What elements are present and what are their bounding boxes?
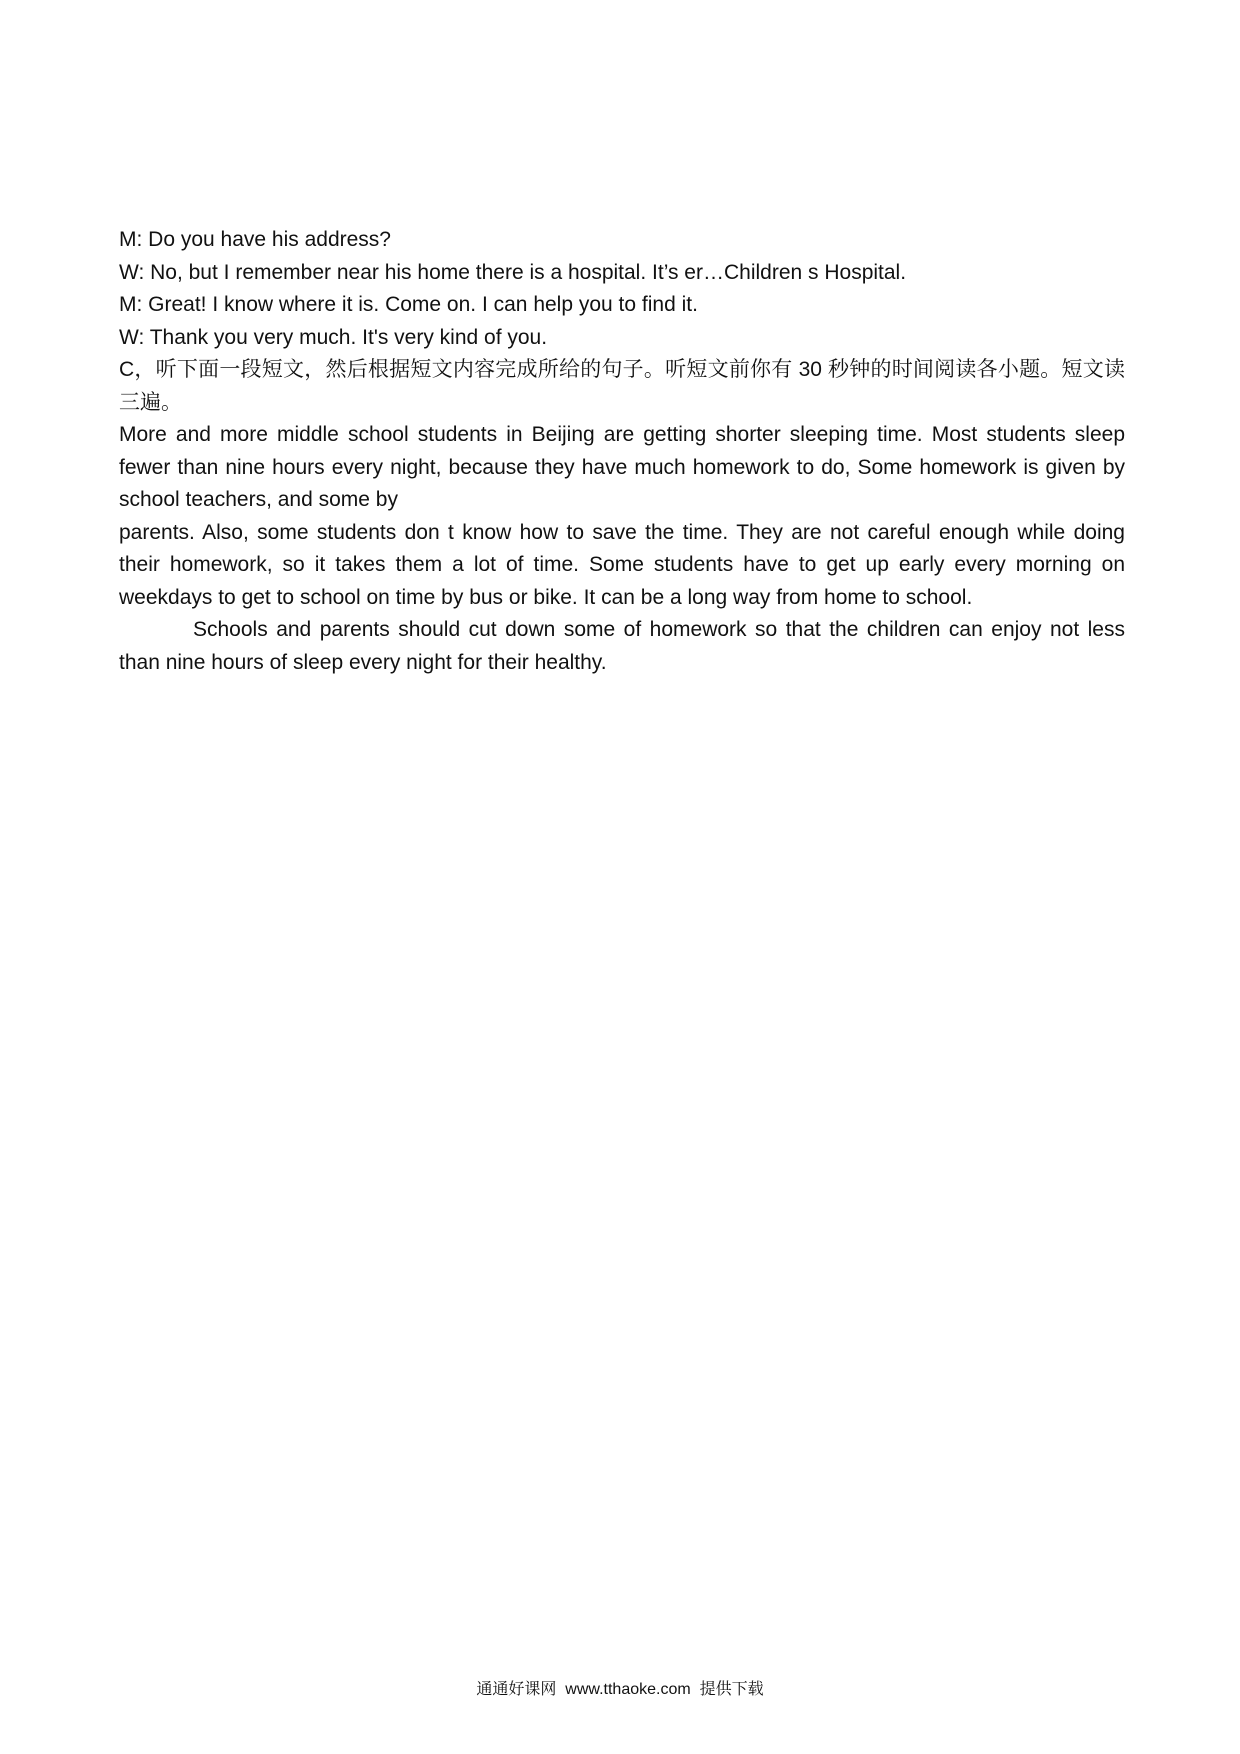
- passage-paragraph-3: Schools and parents should cut down some of homework so that the children can enjoy not less than nine hours of sleep every night for their healthy.: [119, 618, 1125, 674]
- dialogue-line: M: Do you have his address?: [119, 228, 391, 251]
- passage-paragraph-1: More and more middle school students in Beijing are getting shorter sleeping time. Most students sleep fewer than nine hours every night, because they have much homework to do, Some homework is given by school teachers, and some by: [119, 423, 1125, 511]
- document-body: [119, 224, 1125, 679]
- passage-paragraph-2: parents. Also, some students don t know how to save the time. They are not careful enough while doing their homework, so it takes them a lot of time. Some students have to get up early every morning on weekdays to get to school on time by bus or bike. It can be a long way from home to school.: [119, 520, 1125, 609]
- page-footer: 通通好课网 www.tthaoke.com 提供下载: [476, 1681, 764, 1698]
- dialogue-line: M: Great! I know where it is. Come on. I can help you to find it.: [119, 293, 698, 316]
- dialogue-line: W: No, but I remember near his home there is a hospital. It’s er…Children s Hospital.: [119, 260, 907, 284]
- section-c-instruction: C，听下面一段短文，然后根据短文内容完成所给的句子。听短文前你有 30 秒钟的时间阅读各小题。短文读三遍。: [119, 358, 1125, 414]
- dialogue-line: W: Thank you very much. It's very kind of you.: [119, 325, 548, 349]
